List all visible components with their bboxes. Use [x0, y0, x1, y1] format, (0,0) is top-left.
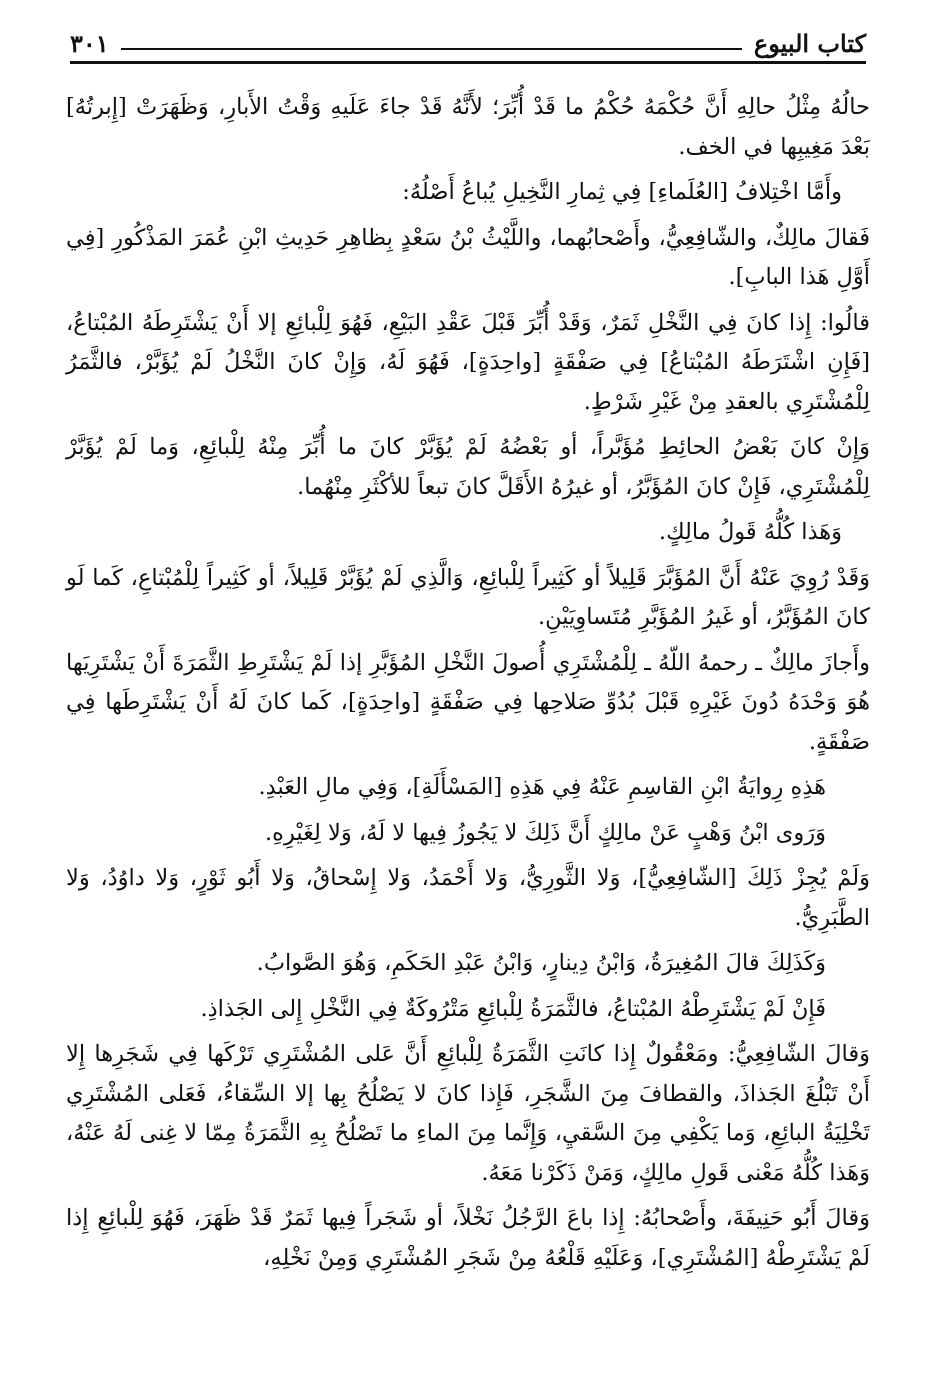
header-rule	[70, 61, 866, 64]
paragraph: وَلَمْ يُجِزْ ذَلِكَ [الشّافِعِيُّ]، وَلا الثَّورِيُّ، وَلا أَحْمَدُ، وَلا إِسْحاقُ، وَلا أَبُو ثَوْرٍ، وَلا داوُدُ، وَلا الطَّبَرِيُّ.	[66, 865, 870, 931]
paragraph: فَإِنْ لَمْ يَشْتَرِطْهُ المُبْتاعُ، فالثَّمَرَةُ لِلْبائِعِ مَتْرُوكَةٌ فِي النَّخْلِ إِلى الجَذاذِ.	[200, 995, 826, 1022]
paragraph: وأَمَّا اخْتِلافُ [العُلَماءِ] فِي ثِمارِ النَّخِيلِ يُباعُ أَصْلُهُ:	[402, 179, 842, 205]
paragraph: هَذِهِ رِوايَةُ ابْنِ القاسِمِ عَنْهُ فِي هَذِهِ [المَسْأَلَةِ]، وَفِي مالِ العَبْدِ.	[258, 774, 826, 800]
paragraph: وَرَوى ابْنُ وَهْبٍ عَنْ مالِكٍ أَنَّ ذَلِكَ لا يَجُوزُ فِيها لا لَهُ، وَلا لِغَيْرِهِ.	[265, 819, 826, 846]
page-header	[70, 16, 866, 64]
header-line	[121, 48, 742, 50]
paragraph: قالُوا: إِذا كانَ فِي النَّخْلِ ثَمَرٌ، وَقَدْ أُبِّرَ قَبْلَ عَقْدِ البَيْعِ، فَهُوَ لِلْبائِعِ إلا أَنْ يَشْتَرِطَهُ المُبْتاعُ، [فَإِنِ اشْتَرَطَهُ المُبْتاعُ] فِي صَفْقَةٍ [واحِدَةٍ]، فَهُوَ لَهُ، وَإِنْ كانَ النَّخْلُ لَمْ يُؤَبَّرْ، فالثَّمَرُ لِلْمُشْتَرِي بالعقدِ مِنْ غَيْرِ شَرْطٍ.	[66, 309, 870, 415]
paragraph: وأَجازَ مالِكٌ ـ رحمهُ اللّهُ ـ لِلْمُشْتَرِي أُصولَ النَّخْلِ المُؤَبَّرِ إذا لَمْ يَشْتَرِطِ الثَّمَرَةَ أَنْ يَشْتَرِيَها هُوَ وَحْدَهُ دُونَ غَيْرِهِ قَبْلَ بُدُوِّ صَلاحِها فِي صَفْقَةٍ [واحِدَةٍ]، كَما كانَ لَهُ أَنْ يَشْتَرِطَها فِي صَفْقَةٍ.	[66, 649, 870, 755]
paragraph: فَقالَ مالِكٌ، والشّافِعِيُّ، وأَصْحابُهما، واللَّيْثُ بْنُ سَعْدٍ بِظاهِرِ حَدِيثِ ابْنِ عُمَرَ المَذْكُورِ [فِي أَوَّلِ هَذا البابِ].	[66, 224, 870, 290]
paragraph: حالُهُ مِثْلُ حالِهِ أَنَّ حُكْمَهُ حُكْمُ ما قَدْ أُبِّرَ؛ لأَنَّهُ قَدْ جاءَ عَلَيهِ وَقْتُ الأَبارِ، وَظَهَرَتْ [إِبرتُهُ] بَعْدَ مَغِيبِها في الخف.	[66, 94, 870, 160]
page-body	[66, 88, 870, 1284]
paragraph: وَهَذا كُلُّهُ قَولُ مالِكٍ.	[658, 519, 842, 545]
paragraph: وَكَذَلِكَ قالَ المُغِيرَةُ، وَابْنُ دِينارٍ، وَابْنُ عَبْدِ الحَكَمِ، وَهُوَ الصَّوابُ.	[256, 950, 826, 976]
chapter-title: كتاب البيوع	[753, 29, 866, 58]
paragraph: وَإِنْ كانَ بَعْضُ الحائِطِ مُؤَبَّراً، أو بَعْضُهُ لَمْ يُؤَبَّرْ كانَ ما أُبِّرَ مِنْهُ لِلْبائِعِ، وَما لَمْ يُؤَبَّرْ لِلْمُشْتَرِي، فَإِنْ كانَ المُؤَبَّرُ، أو غيرُهُ الأَقَلَّ كانَ تبعاً للأكْثَرِ مِنْهُما.	[66, 434, 870, 500]
paragraph: وَقَدْ رُوِيَ عَنْهُ أَنَّ المُؤَبَّرَ قَلِيلاً أو كَثِيراً لِلْبائِعِ، وَالَّذِي لَمْ يُؤَبَّرْ قَلِيلاً، أو كَثِيراً لِلْمُبْتاعِ، كَما لَو كانَ المُؤَبَّرُ، أو غَيرُ المُؤَبَّرِ مُتَساوِيَيْنِ.	[66, 564, 870, 630]
page-number: ٣٠١	[70, 29, 109, 58]
paragraph: وَقالَ الشّافِعِيُّ: ومَعْقُولٌ إِذا كانَتِ الثَّمَرَةُ لِلْبائِعِ أَنَّ عَلى المُشْتَرِي تَرْكَها فِي شَجَرِها إِلا أَنْ تَبْلُغَ الجَذاذَ، والقطافَ مِنَ الشَّجَرِ، فَإِذا كانَ لا يَصْلُحُ بِها إلا السِّقاءُ، فَعَلى المُشْتَرِي تَخْلِيَةُ البائِعِ، وَما يَكْفِي مِنَ السَّقيِ، وَإِنَّما مِنَ الماءِ ما تَصْلُحُ بِهِ الثَّمَرَةُ مِمّا لا غِنى لَهُ عَنْهُ، وَهَذا كُلُّهُ مَعْنى قَولِ مالِكٍ، وَمَنْ ذَكَرْنا مَعَهُ.	[66, 1041, 870, 1186]
paragraph: وَقالَ أَبُو حَنِيفَةَ، وأَصْحابُهُ: إِذا باعَ الرَّجُلُ نَخْلاً، أو شَجَراً فِيها ثَمَرٌ قَدْ ظَهَرَ، فَهُوَ لِلْبائِعِ إِذا لَمْ يَشْتَرِطْهُ [المُشْتَرِي]، وَعَلَيْهِ قَلْعُهُ مِنْ شَجَرِ المُشْتَرِي وَمِنْ نَخْلِهِ،	[66, 1205, 870, 1271]
